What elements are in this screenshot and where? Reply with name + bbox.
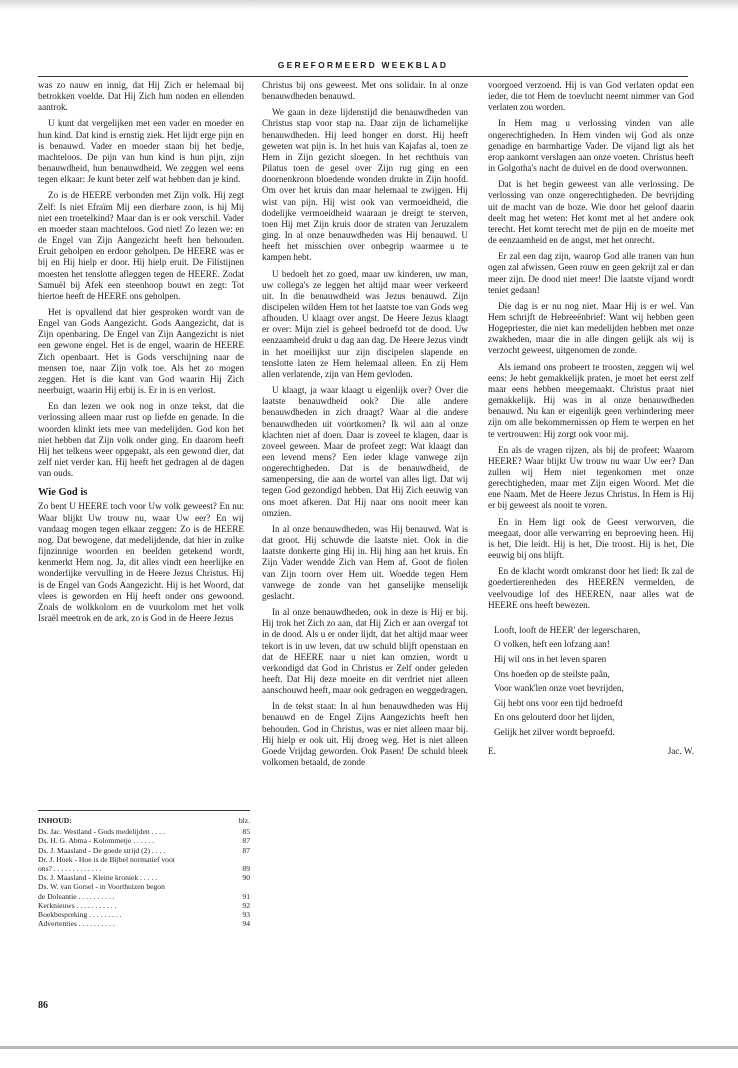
toc-page: 91 xyxy=(242,891,250,901)
scan-edge xyxy=(0,0,738,10)
paragraph: En in Hem ligt ook de Geest verworven, die meegaat, door alle verwarring en beproeving heen. Hij is het, Die leidt. Hij is het, Die troost. Hij is het, Die eeuwig bij ons blijft. xyxy=(488,516,694,561)
paragraph: U bedoelt het zo goed, maar uw kinderen, uw man, uw collega's ze leggen het altijd maar weer verkeerd uit. In die benauwdheid was Jezus benauwd. Zijn discipelen wilden Hem tot het laatste toe van Gods weg afhouden. U klaagt over angst. De Heere Jezus klaagt er over: Mijn ziel is geheel bedroefd tot de dood. Uw eenzaamheid drukt u dag aan dag. De Heere Jezus vindt in het moeilijkst uur zijn discipelen slapende en tenslotte laten ze Hem helemaal alleen. En zij Hem allen verlatende, zijn van Hem gevloden. xyxy=(262,268,468,379)
paragraph: was zo nauw en innig, dat Hij Zich er helemaal bij betrokken voelde. Dat Hij Zich hun noden en ellenden aantrok. xyxy=(38,80,244,113)
poem-line: O volken, heft een lofzang aan! xyxy=(494,639,610,650)
paragraph: En als de vragen rijzen, als bij de profeet: Waarom HEERE? Waar blijkt Uw trouw nu waar Uw eer? Dan zullen wij Hem niet tegenkomen met onze gerechtigheden, maar met Zijn eigen Woord. Met die ene Naam. Met de Heere Jezus Christus. In Hem is Hij er bij geweest als nooit te voren. xyxy=(488,444,694,511)
toc-title: Ds. Jac. Westland - Gods medelijden . . . . xyxy=(38,827,165,837)
toc-page xyxy=(246,882,250,891)
toc-page xyxy=(246,855,250,864)
toc-heading: INHOUD: xyxy=(38,816,72,825)
toc-page: 92 xyxy=(242,900,250,910)
signature xyxy=(488,746,694,757)
poem-line: Gij hebt ons voor een tijd bedroefd xyxy=(494,697,623,708)
paragraph: We gaan in deze lijdenstijd die benauwdheden van Christus stap voor stap na. Daar zijn de lichamelijke benauwdheden. Hij leed honger en dorst. Hij heeft geweten wat pijn is. In het huis van Kajafas al, toen ze Hem in Zijn gezicht sloegen. In het rechthuis van Pilatus toen de gesel over Zijn rug ging en een doornenkroon bloedende wonden drukte in Zijn hoofd. Om over het kruis dan maar helemaal te zwijgen. Hij wist van pijn. Hij wist ook van vermoeidheid, die dodelijke vermoeidheid waaraan je dreigt te sterven, toen Hij met Zijn kruis door de straten van Jeruzalem ging. In al onze benauwdheden was Hij benauwd. U heeft het misschien over onbegrip waarmee u te kampen hebt. xyxy=(262,107,468,263)
toc-page-label: blz. xyxy=(238,816,250,825)
toc-title: de Doleantie . . . . . . . . . . xyxy=(38,891,115,901)
toc-page: 85 xyxy=(242,827,250,837)
toc-title: Ds. J. Maasland - De goede strijd (2) . . . . xyxy=(38,845,166,855)
paragraph: In Hem mag u verlossing vinden van alle ongerechtigheden. In Hem vinden wij God als onze genadige en barmhartige Vader. De vijand ligt als het erop aankomt verslagen aan onze voeten. Christus heeft in Golgotha's nacht de duivel en de dood overwonnen. xyxy=(488,118,694,174)
toc-title: ons? . . . . . . . . . . . . . xyxy=(38,864,102,874)
toc-title: Advertenties . . . . . . . . . . xyxy=(38,919,115,929)
paragraph: Die dag is er nu nog niet. Maar Hij is er wel. Van Hem schrijft de Hebreeënbrief: Want wij hebben geen Hogepriester, die niet kan medelijden hebben met onze zwakheden, maar die in alle dingen gelijk als wij is verzocht geweest, uitgenomen de zonde. xyxy=(488,300,694,356)
poem-line: Voor wank'len onze voet bevrijden, xyxy=(494,683,624,694)
toc-title: Ds. H. G. Abma - Kolommetje . . . . . . xyxy=(38,836,155,846)
scan-edge-bottom xyxy=(0,1046,738,1049)
paragraph: Er zal een dag zijn, waarop God alle tranen van hun ogen zal afwissen. Geen rouw en geen gekrijt zal er dan meer zijn. De dood niet meer! Die laatste vijand wordt teniet gedaan! xyxy=(488,251,694,295)
table-of-contents xyxy=(38,810,250,928)
toc-row xyxy=(38,873,250,882)
paragraph: Zo bent U HEERE toch voor Uw volk geweest? En nu: Waar blijkt Uw trouw nu, waar Uw eer? En wij vandaag mogen tegen elkaar zeggen: Zo is de HEERE nog. Dat bewogene, dat medelijdende, dat hier in zulke fijnzinnige woorden en beelden getekend wordt, kenmerkt Hem nog. Ja, dit alles vindt een heerlijke en wonderlijke vervulling in de Heere Jezus Christus. Hij is de Engel van Gods Aangezicht. Hij is het Woord, dat vlees is geworden en Hij heeft onder ons gewoond. Zoals de wolkkolom en de vuurkolom met het volk Israël meetrok en de ark, zo is God in de Heere Jezus xyxy=(38,501,244,624)
toc-title: Ds. W. van Gorsel - in Voorthuizen begon xyxy=(38,882,165,892)
toc-row xyxy=(38,836,250,845)
toc-header xyxy=(38,816,250,825)
toc-row xyxy=(38,846,250,855)
column-3 xyxy=(488,80,694,1000)
column-2 xyxy=(262,80,468,1000)
toc-row xyxy=(38,864,250,873)
toc-row xyxy=(38,827,250,836)
paragraph: En dan lezen we ook nog in onze tekst, dat die verlossing alleen maar rust op liefde en genade. In die woorden klinkt iets mee van medelijden. God kon het niet hebben dat Zijn volk onder ging. En daarom heeft Hij het telkens weer opgepakt, als een gewond dier, dat zelf niet verder kan. Hij heeft het gedragen al de dagen van ouds. xyxy=(38,401,244,479)
toc-row xyxy=(38,901,250,910)
paragraph: Dat is het begin geweest van alle verlossing. De verlossing van onze ongerechtigheden. De bevrijding uit de macht van de boze. Wie door het geloof daarin deelt mag het weten: Het komt met al het andere ook terecht. Het komt terecht met de pijn en de moeite met de eenzaamheid en de angst, met het onrecht. xyxy=(488,179,694,246)
toc-row xyxy=(38,910,250,919)
paragraph: Het is opvallend dat hier gesproken wordt van de Engel van Gods Aangezicht. Gods Aangezicht, dat is Zijn openbaring. De Engel van Zijn Aangezicht is niet een gewone engel. Het is de engel, waarin de HEERE Zich openbaart. Het is Gods verschijning naar de mensen toe, naar Zijn volk toe. Als het zo mogen zeggen. Het is die kant van God waarin Hij Zich neerbuigt, waarin Hij erbij is. Er in is en verlost. xyxy=(38,306,244,396)
poem-line: Hij wil ons in het leven sparen xyxy=(494,654,607,665)
paragraph: In de tekst staat: In al hun benauwdheden was Hij benauwd en de Engel Zijns Aangezichts heeft hen behouden. God in Christus, was er niet alleen maar bij. Hij hielp er ook uit. Hij droeg weg. Het is niet alleen Goede Vrijdag geworden. Ook Pasen! De schuld bleek volkomen betaald, de zonde xyxy=(262,701,468,768)
poem xyxy=(488,623,694,740)
toc-row xyxy=(38,892,250,901)
poem-line: En ons gelouterd door het lijden, xyxy=(494,712,615,723)
toc-page: 89 xyxy=(242,864,250,874)
paragraph: voorgoed verzoend. Hij is van God verlaten opdat een ieder, die tot Hem de toevlucht neemt nimmer van God verlaten zou worden. xyxy=(488,80,694,113)
paragraph: U kunt dat vergelijken met een vader en moeder en hun kind. Dat kind is ernstig ziek. Het lijdt erge pijn en is benauwd. Vader en moeder staan bij het bedje, machteloos. De pijn van hun kind is hun pijn, zijn benauwdheid, hun benauwdheid. We zeggen wel eens tegen elkaar: Je kunt beter zelf wat hebben dan je kind. xyxy=(38,118,244,185)
page-number: 86 xyxy=(38,1000,48,1011)
paragraph: In al onze benauwdheden, ook in deze is Hij er bij. Hij trok het Zich zo aan, dat Hij Zich er aan overgaf tot in de dood. Als u er onder lijdt, dat het altijd maar weer tekort is in uw leven, dat uw schuld blijft openstaan en dat de HEERE naar u niet kan omzien, wordt u verkondigd dat God in Christus er Zelf onder geleden heeft. Dat Hij deze moeite en dit verdriet niet alleen aanschouwd heeft, maar ook gedragen en weggedragen. xyxy=(262,607,468,696)
toc-page: 87 xyxy=(242,845,250,855)
toc-page: 90 xyxy=(242,873,250,883)
masthead: GEREFORMEERD WEEKBLAD xyxy=(277,60,449,70)
toc-row xyxy=(38,855,250,864)
signature-author: Jac. W. xyxy=(667,745,694,756)
poem-line: Ons hoeden op de steilste paân, xyxy=(494,668,610,679)
toc-page: 93 xyxy=(242,910,250,920)
poem-line: Looft, looft de HEER' der legerscharen, xyxy=(494,624,641,635)
toc-title: Ds. J. Maasland - Kleine kroniek . . . . . xyxy=(38,873,158,883)
toc-row xyxy=(38,882,250,891)
paragraph: Als iemand ons probeert te troosten, zeggen wij wel eens: Je hebt gemakkelijk praten, je moet het eerst zelf maar eens hebben meegemaakt. Christus praat niet gemakkelijk. Hij was in al onze benauwdheden benauwd. Nu kan er eigenlijk geen verhindering meer zijn om alle bekommernissen op Hem te werpen en het te vertrouwen: Hij zorgt ook voor mij. xyxy=(488,361,694,439)
toc-page: 87 xyxy=(242,836,250,846)
poem-line: Gelijk het zilver wordt beproefd. xyxy=(494,727,615,738)
toc-title: Dr. J. Hoek - Hoe is de Bijbel normatief voor xyxy=(38,854,176,864)
paragraph: Zo is de HEERE verbonden met Zijn volk. Hij zegt Zelf: Is niet Efraïm Mij een dierbare zoon, is hij Mij niet een troetelkind? Maar dan is er ook verschil. Vader en moeder staan machteloos. God niet! Zo lezen we: en de Engel van Zijn Aangezicht heeft hen behouden. Eruit geholpen en erdoor geholpen. De HEERE was er bij en Hij hielp er door. Hij hielp eruit. De Filistijnen moesten het tenslotte afleggen tegen de HEERE. Zodat Samuël bij Afek een steenhoop bouwt en zegt: Tot hiertoe heeft de HEERE ons geholpen. xyxy=(38,190,244,301)
toc-row xyxy=(38,919,250,928)
toc-rule xyxy=(38,810,250,811)
paragraph: In al onze benauwdheden, was Hij benauwd. Wat is dat groot. Hij schuwde die laatste niet. Ook in die laatste donkerte ging Hij in. Hij hing aan het kruis. En Zijn Vader wendde Zich van Hem af. Goot de fiolen van Zijn toorn over Hem uit. Woedde tegen Hem vanwege de zonde van het ganselijke menselijk geslacht. xyxy=(262,523,468,601)
header-rule xyxy=(38,76,688,77)
paragraph: En de klacht wordt omkranst door het lied: Ik zal de goedertierenheden des HEEREN vermelden, de veelvoudige lof des HEEREN, naar alles wat de HEERE ons heeft bewezen. xyxy=(488,566,694,610)
signature-left: E. xyxy=(488,745,496,756)
toc-title: Boekbespreking . . . . . . . . . xyxy=(38,910,122,920)
toc-page: 94 xyxy=(242,919,250,929)
toc-title: Kerknieuws . . . . . . . . . . . xyxy=(38,900,117,910)
paragraph: U klaagt, ja waar klaagt u eigenlijk over? Over die laatste benauwdheid ook? Die alle andere benauwdheden in zich draagt? Waar al die andere benauwdheden uit voortkomen? Ik wil aan al onze klachten niet af doen. Daar is zoveel te klagen, daar is zoveel geween. Maar de profeet zegt: Wat klaagt dan een levend mens? Een ieder klage vanwege zijn ongerechtigheden. Dat is de benauwdheid, de samenpersing, die aan de wortel van alles ligt. Dat wij tegen God gezondigd hebben. Dat Hij Zich eeuwig van ons moet afkeren. Dat Hij naar ons nooit meer kan omzien. xyxy=(262,385,468,518)
paragraph: Christus bij ons geweest. Met ons solidair. In al onze benauwdheden benauwd. xyxy=(262,80,468,102)
section-title: Wie God is xyxy=(38,487,88,499)
